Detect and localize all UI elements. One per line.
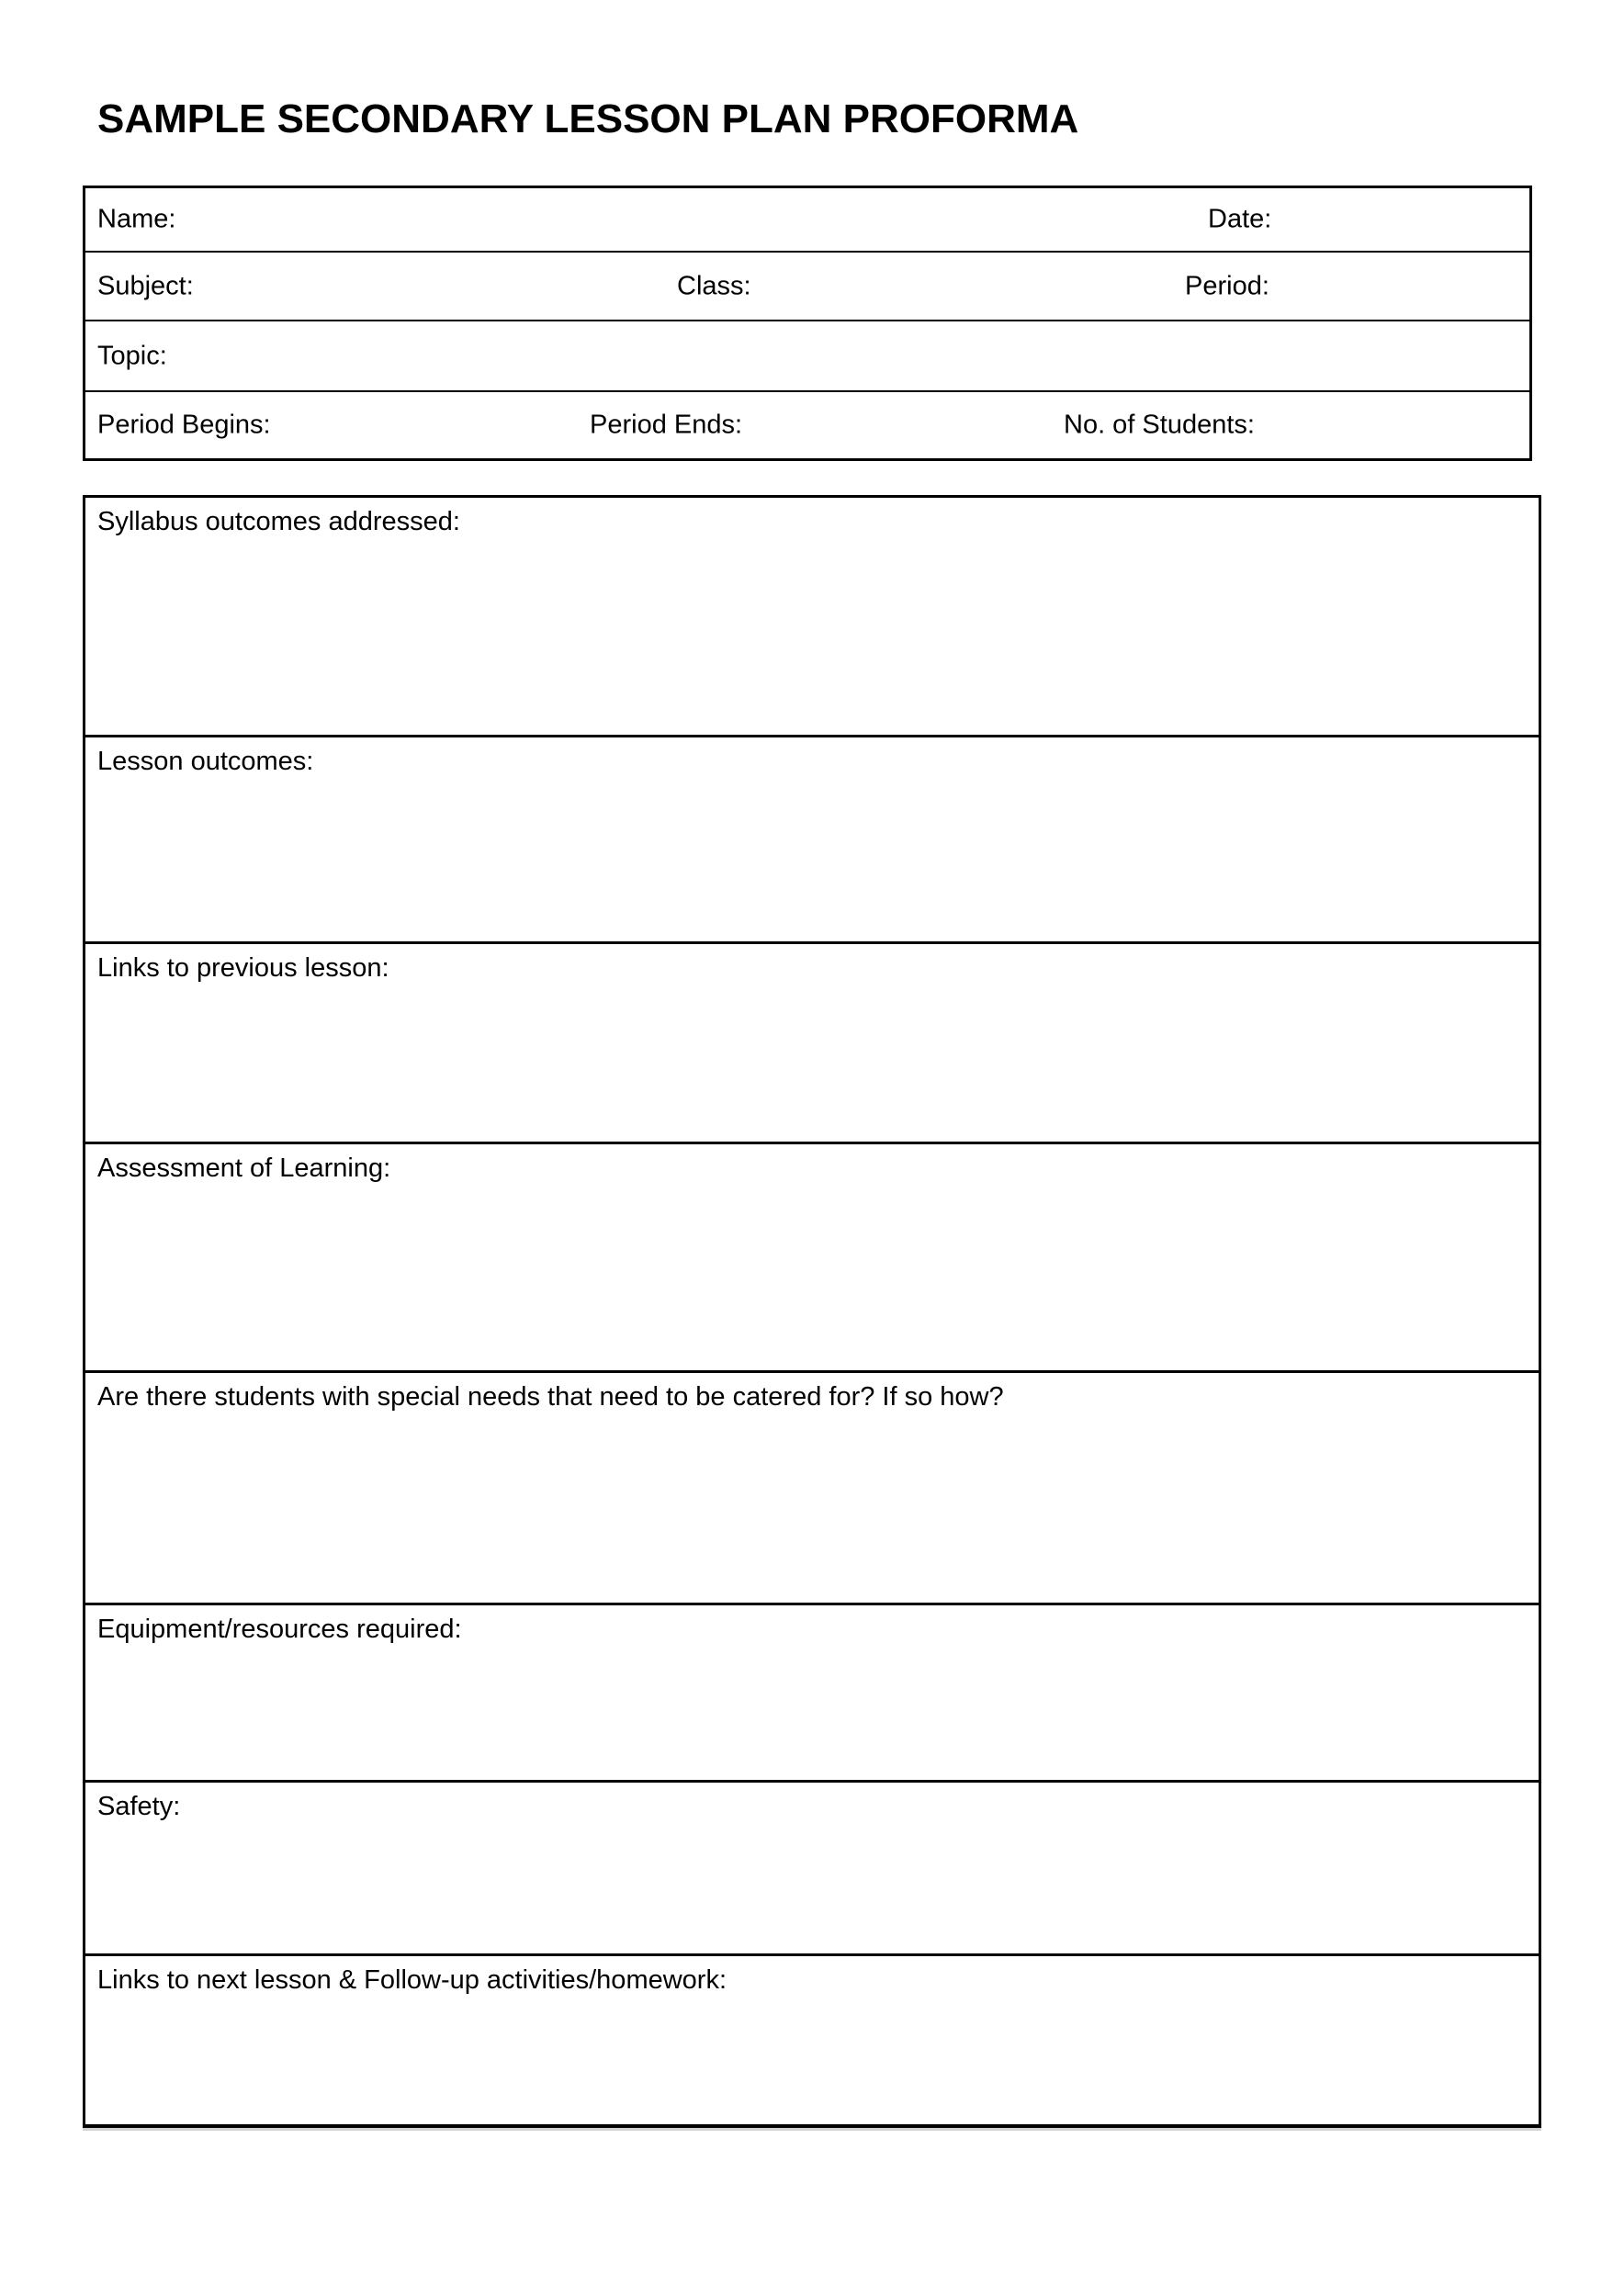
next-lesson-links-label: Links to next lesson & Follow-up activities/homework: [97, 1965, 727, 1995]
previous-lesson-links-field[interactable] [85, 941, 1539, 1142]
page-title: SAMPLE SECONDARY LESSON PLAN PROFORMA [97, 96, 1079, 141]
lesson-outcomes-field[interactable] [85, 735, 1539, 941]
subject-label: Subject: [97, 271, 194, 301]
name-date-field-row[interactable] [85, 188, 1529, 251]
period-begins-label: Period Begins: [97, 410, 271, 440]
safety-label: Safety: [97, 1792, 181, 1821]
assessment-of-learning-label: Assessment of Learning: [97, 1154, 391, 1183]
syllabus-outcomes-field[interactable] [85, 498, 1539, 735]
period-ends-label: Period Ends: [590, 410, 743, 440]
safety-field[interactable] [85, 1780, 1539, 1953]
next-lesson-links-field[interactable] [85, 1953, 1539, 2124]
topic-field-row[interactable] [85, 320, 1529, 390]
info-table [83, 186, 1532, 461]
name-label: Name: [97, 204, 176, 234]
section-table [83, 495, 1541, 2128]
syllabus-outcomes-label: Syllabus outcomes addressed: [97, 507, 460, 536]
date-label: Date: [1208, 204, 1272, 234]
subject-class-period-field-row[interactable] [85, 251, 1529, 320]
equipment-resources-field[interactable] [85, 1603, 1539, 1780]
period-label: Period: [1185, 271, 1269, 301]
topic-label: Topic: [97, 341, 167, 371]
special-needs-field[interactable] [85, 1370, 1539, 1603]
lesson-outcomes-label: Lesson outcomes: [97, 747, 314, 776]
special-needs-label: Are there students with special needs that need to be catered for? If so how? [97, 1382, 1004, 1412]
previous-lesson-links-label: Links to previous lesson: [97, 953, 389, 983]
students-count-label: No. of Students: [1064, 410, 1255, 440]
assessment-of-learning-field[interactable] [85, 1142, 1539, 1370]
class-label: Class: [677, 271, 751, 301]
period-times-students-field-row[interactable] [85, 390, 1529, 458]
equipment-resources-label: Equipment/resources required: [97, 1615, 462, 1644]
